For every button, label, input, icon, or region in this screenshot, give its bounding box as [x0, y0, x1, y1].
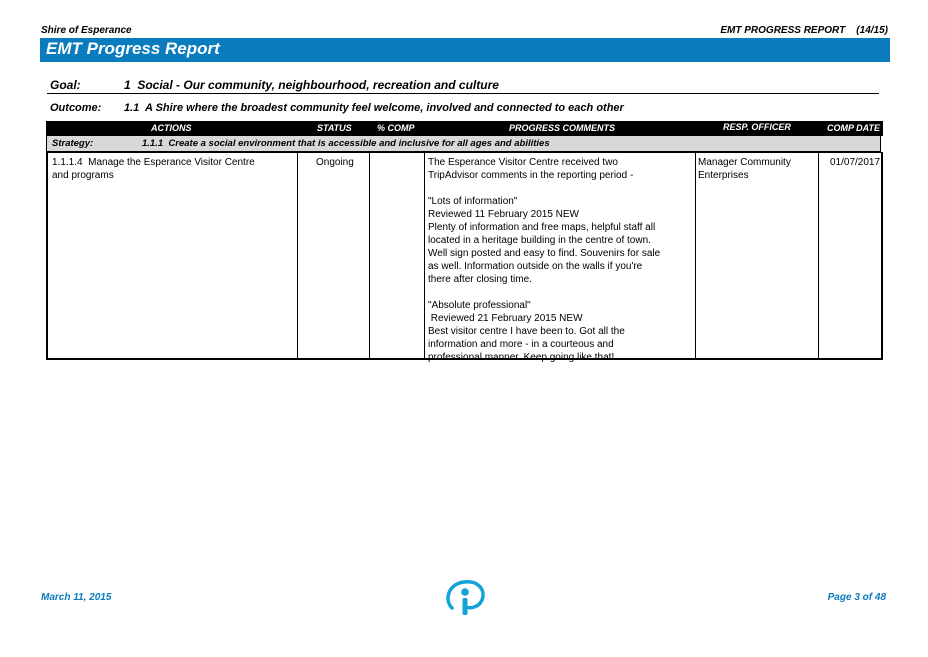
header-progress: PROGRESS COMMENTS	[424, 121, 695, 136]
header-actions: ACTIONS	[46, 121, 297, 136]
column-divider	[297, 153, 298, 358]
column-divider	[695, 153, 696, 358]
report-title: EMT PROGRESS REPORT (14/15)	[720, 25, 888, 36]
comment-line: Plenty of information and free maps, helpful staff all	[428, 222, 656, 233]
progress-comments-cell	[428, 156, 693, 364]
action-line: 1.1.1.4 Manage the Esperance Visitor Centre	[52, 157, 255, 168]
action-cell	[52, 156, 292, 182]
comment-line: professional manner. Keep going like that!	[428, 352, 615, 363]
header-date: COMP DATE	[818, 121, 883, 136]
comment-line: TripAdvisor comments in the reporting period -	[428, 170, 634, 181]
page-number: Page 3 of 48	[827, 592, 886, 603]
outcome-label: Outcome:	[50, 102, 102, 114]
goal-divider	[47, 93, 879, 94]
comment-line: Reviewed 11 February 2015 NEW	[428, 209, 579, 220]
outcome-text: 1.1 A Shire where the broadest community feel welcome, involved and connected to each other	[124, 102, 624, 114]
strategy-text: 1.1.1 Create a social environment that is accessible and inclusive for all ages and abilities	[142, 138, 550, 149]
report-banner	[40, 38, 890, 62]
comment-line: "Absolute professional"	[428, 300, 531, 311]
strategy-row	[46, 136, 881, 152]
comment-line: located in a heritage building in the centre of town.	[428, 235, 651, 246]
completion-date-cell: 01/07/2017	[830, 157, 881, 168]
status-cell: Ongoing	[316, 157, 354, 168]
strategy-label: Strategy:	[52, 138, 94, 149]
column-divider	[369, 153, 370, 358]
officer-line: Enterprises	[698, 170, 749, 181]
goal-text: 1 Social - Our community, neighbourhood, recreation and culture	[124, 78, 499, 92]
organisation-name: Shire of Esperance	[41, 25, 132, 36]
column-divider	[424, 153, 425, 358]
progress-table	[46, 121, 883, 363]
column-divider	[818, 153, 819, 358]
header-comp: % COMP	[369, 121, 424, 136]
comment-line: Best visitor centre I have been to. Got all the	[428, 326, 625, 337]
comment-line: "Lots of information"	[428, 196, 518, 207]
comment-line: Reviewed 21 February 2015 NEW	[428, 313, 583, 324]
comment-line	[428, 286, 693, 299]
comment-line	[428, 182, 693, 195]
comment-line: as well. Information outside on the walls if you're	[428, 261, 643, 272]
comment-line: information and more - in a courteous and	[428, 339, 614, 350]
banner-title: EMT Progress Report	[46, 39, 220, 58]
officer-line: Manager Community	[698, 157, 791, 168]
comment-line: there after closing time.	[428, 274, 532, 285]
table-row	[46, 152, 883, 363]
comment-line: Well sign posted and easy to find. Souvenirs for sale	[428, 248, 661, 259]
shire-logo-icon	[442, 578, 488, 618]
header-status: STATUS	[297, 121, 369, 136]
comment-line: The Esperance Visitor Centre received two	[428, 157, 618, 168]
officer-cell	[698, 156, 816, 182]
goal-label: Goal:	[50, 78, 81, 92]
action-line: and programs	[52, 170, 114, 181]
header-officer: RESP. OFFICER	[695, 121, 818, 136]
footer-date: March 11, 2015	[41, 592, 112, 603]
